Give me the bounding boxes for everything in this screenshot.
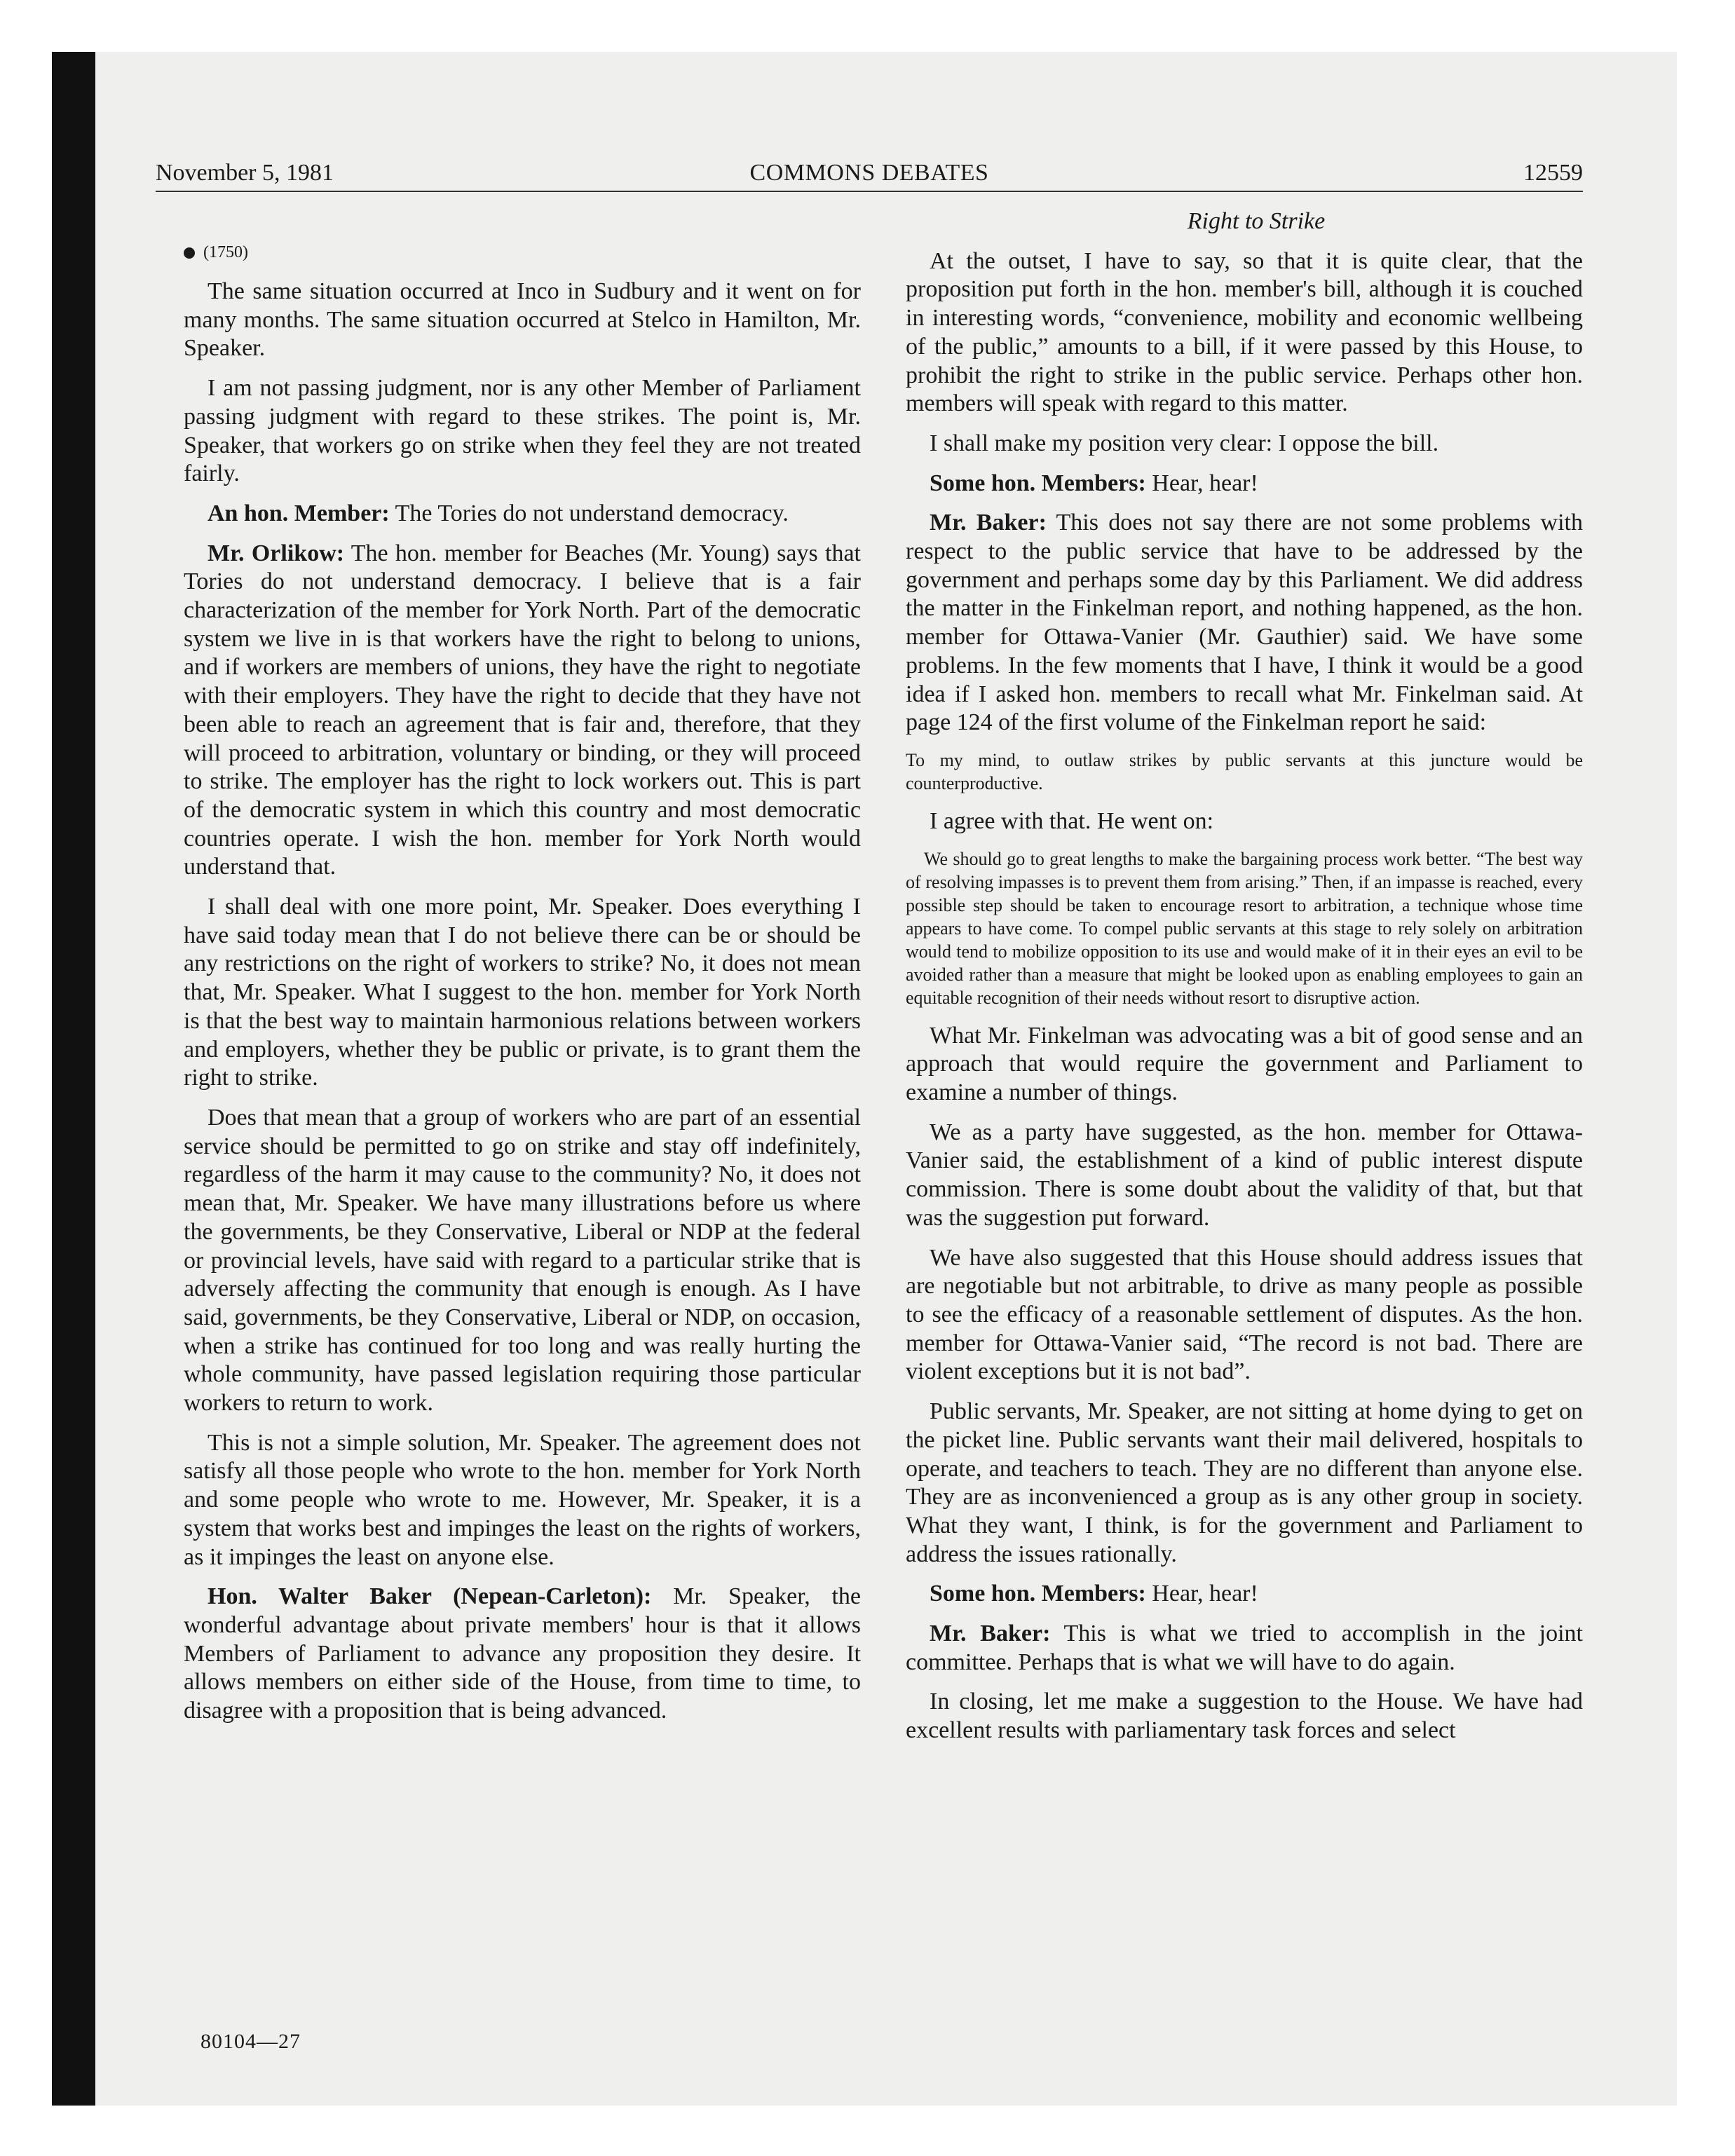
right-column bbox=[906, 207, 1583, 1756]
header-date: November 5, 1981 bbox=[156, 160, 334, 186]
speech-text: The Tories do not understand democracy. bbox=[389, 500, 789, 526]
bullet-icon bbox=[184, 247, 195, 259]
paragraph: What Mr. Finkelman was advocating was a bit of good sense and an approach that would require the government and Parliament to examine a number of things. bbox=[906, 1022, 1583, 1106]
speech-text: The hon. member for Beaches (Mr. Young) says that Tories do not understand democracy. I believe that is a fair characterization of the member for York North. Part of the democratic system we live in is that workers have the right to belong to unions, and if workers are members of unions, they have the right to negotiate with their employers. They have the right to decide that they have not been able to reach an agreement that is fair and, therefore, that they will proceed to arbitration, voluntary or binding, or they will proceed to strike. The employer has the right to lock workers out. This is part of the democratic system in which this country and most democratic countries operate. I wish the hon. member for York North would understand that. bbox=[184, 540, 862, 880]
header-publication: COMMONS DEBATES bbox=[749, 160, 989, 186]
section-heading: Right to Strike bbox=[1187, 208, 1326, 234]
speaker-name: Mr. Baker: bbox=[930, 1621, 1051, 1647]
speech-paragraph bbox=[184, 1583, 861, 1726]
paragraph: I shall make my position very clear: I oppose the bill. bbox=[930, 430, 1439, 456]
paragraph: In closing, let me make a suggestion to the House. We have had excellent results with parliamentary task forces and select bbox=[906, 1688, 1583, 1744]
speech-text: Hear, hear! bbox=[1145, 1581, 1258, 1607]
speaker-name: Some hon. Members: bbox=[930, 1581, 1146, 1607]
timestamp-marker bbox=[184, 241, 861, 264]
paragraph: At the outset, I have to say, so that it is quite clear, that the proposition put forth in the hon. member's bill, although it is couched in interesting words, “convenience, mobility and economic wellbeing of the public,” amounts to a bill, if it were passed by this House, to prohibit the right to strike in the public service. Perhaps other hon. members will speak with regard to this matter. bbox=[906, 247, 1583, 417]
speech-paragraph bbox=[906, 1620, 1583, 1677]
paragraph: The same situation occurred at Inco in Sudbury and it went on for many months. The same situation occurred at Stelco in Hamilton, Mr. Speaker. bbox=[184, 278, 861, 362]
timestamp: (1750) bbox=[203, 243, 248, 261]
speaker-name: Mr. Orlikow: bbox=[207, 540, 345, 566]
speech-paragraph bbox=[906, 470, 1583, 498]
speech-text: Hear, hear! bbox=[1145, 470, 1258, 496]
running-head bbox=[156, 156, 1583, 191]
paragraph: I shall deal with one more point, Mr. Speaker. Does everything I have said today mean that I do not believe there can be or should be any restrictions on the right of workers to strike? No, it does not mean that, Mr. Speaker. What I suggest to the hon. member for York North is that the best way to maintain harmonious relations between workers and employers, whether they be public or private, is to grant them the right to strike. bbox=[184, 894, 861, 1091]
paragraph: We as a party have suggested, as the hon. member for Ottawa-Vanier said, the establishment of a kind of public interest dispute commission. There is some doubt about the validity of that, but that was the suggestion put forward. bbox=[906, 1119, 1583, 1231]
speech-paragraph bbox=[184, 500, 861, 528]
left-column bbox=[184, 207, 861, 1737]
paragraph: I agree with that. He went on: bbox=[930, 807, 1214, 834]
paragraph: Public servants, Mr. Speaker, are not sitting at home dying to get on the picket line. Public servants want their mail delivered, hospitals to operate, and teachers to teach. They are no different than anyone else. They are as inconvenienced a group as is any other group in society. What they want, I think, is for the government and Parliament to address the issues rationally. bbox=[906, 1398, 1583, 1567]
page-folio: 80104—27 bbox=[200, 2030, 301, 2053]
header-rule bbox=[156, 191, 1583, 192]
block-quote: To my mind, to outlaw strikes by public servants at this juncture would be counterproductive. bbox=[906, 749, 1583, 793]
speech-text: This is what we tried to accomplish in the joint committee. Perhaps that is what we will have to do again. bbox=[906, 1621, 1583, 1675]
speaker-name: Mr. Baker: bbox=[930, 510, 1047, 536]
speech-text: This does not say there are not some problems with respect to the public service that have to be addressed by the government and perhaps some day by this Parliament. We did address the matter in the Finkelman report, and nothing happened, as the hon. member for Ottawa-Vanier (Mr. Gauthier) said. We have some problems. In the few moments that I have, I think it would be a good idea if I asked hon. members to recall what Mr. Finkelman said. At page 124 of the first volume of the Finkelman report he said: bbox=[906, 510, 1583, 736]
speech-paragraph bbox=[906, 509, 1583, 737]
header-page-number: 12559 bbox=[1523, 160, 1583, 186]
speech-text: Mr. Speaker, the wonderful advantage about private members' hour is that it allows Members of Parliament to advance any proposition they desire. It allows members on either side of the House, from time to time, to disagree with a proposition that is being advanced. bbox=[184, 1583, 861, 1724]
paragraph: We have also suggested that this House should address issues that are negotiable but not arbitrable, to drive as many people as possible to see the efficacy of a reasonable settlement of disputes. As the hon. member for Ottawa-Vanier said, “The record is not bad. There are violent exceptions but it is not bad”. bbox=[906, 1244, 1583, 1385]
block-quote: We should go to great lengths to make the bargaining process work better. “The best way of resolving impasses is to prevent them from arising.” Then, if an impasse is reached, every possible step should be taken to encourage resort to arbitration, a technique whose time appears to have come. To compel public servants at this stage to rely solely on arbitration would tend to mobilize opposition to its use and would make of it in their eyes an evil to be avoided rather than a measure that might be looked upon as enabling employees to gain an equitable recognition of their needs without resort to disruptive action. bbox=[906, 848, 1583, 1008]
speaker-name: Some hon. Members: bbox=[930, 470, 1146, 496]
paragraph: Does that mean that a group of workers who are part of an essential service should be permitted to go on strike and stay off indefinitely, regardless of the harm it may cause to the community? No, it does not mean that, Mr. Speaker. We have many illustrations before us where the governments, be they Conservative, Liberal or NDP at the federal or provincial levels, have said with regard to a particular strike that is adversely affecting the community that enough is enough. As I have said, governments, be they Conservative, Liberal or NDP, on occasion, when a strike has continued for too long and was really hurting the whole community, have passed legislation requiring those particular workers to return to work. bbox=[184, 1104, 861, 1417]
speech-paragraph bbox=[906, 1580, 1583, 1609]
paragraph: This is not a simple solution, Mr. Speaker. The agreement does not satisfy all those people who wrote to the hon. member for York North and some people who wrote to me. However, Mr. Speaker, it is a system that works best and impinges the least on the rights of workers, as it impinges the least on anyone else. bbox=[184, 1429, 861, 1570]
scan-border bbox=[52, 52, 95, 2106]
speaker-name: An hon. Member: bbox=[207, 500, 390, 526]
paragraph: I am not passing judgment, nor is any other Member of Parliament passing judgment with regard to these strikes. The point is, Mr. Speaker, that workers go on strike when they feel they are not treated fairly. bbox=[184, 375, 861, 487]
speech-paragraph bbox=[184, 540, 861, 882]
speaker-name: Hon. Walter Baker (Nepean-Carleton): bbox=[207, 1583, 652, 1610]
